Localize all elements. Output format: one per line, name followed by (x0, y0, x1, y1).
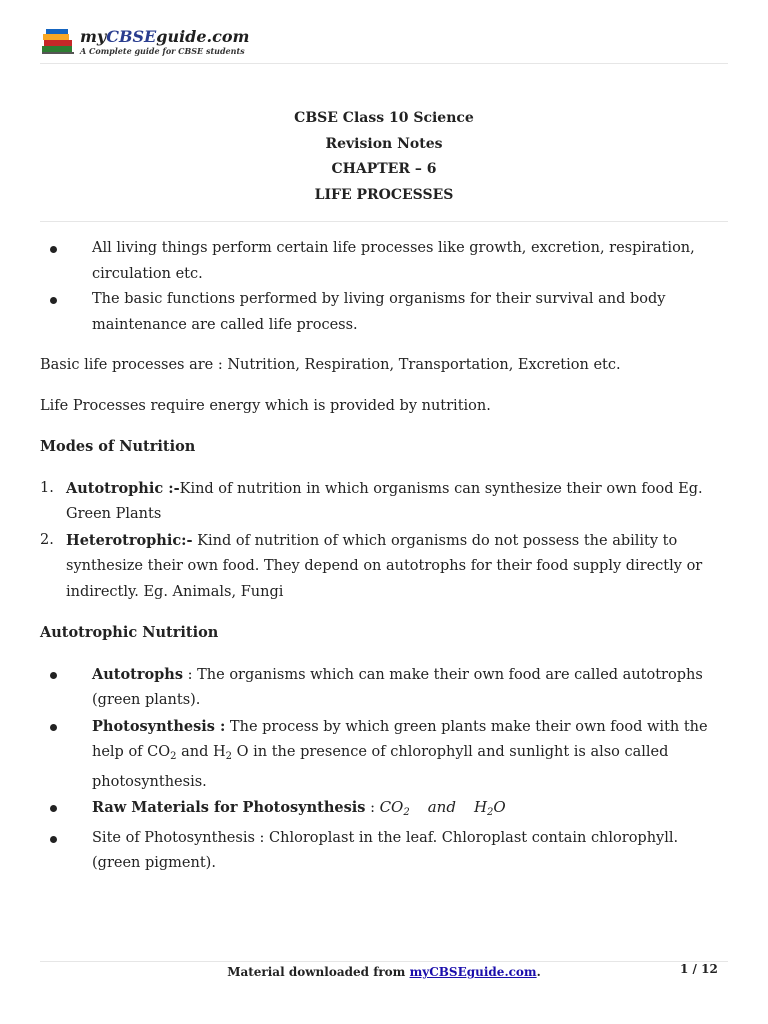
title-divider (40, 221, 728, 222)
footer-link[interactable]: myCBSEguide.com (409, 965, 537, 979)
intro-bullet-list (40, 236, 730, 338)
autotrophic-bullet-list (40, 662, 730, 877)
list-item (92, 795, 730, 826)
energy-text: Life Processes require energy which is provided by nutrition. (40, 397, 491, 414)
modes-list (40, 476, 730, 606)
term-label: Autotrophic :- (66, 479, 180, 497)
footer-suffix: . (536, 965, 541, 979)
list-number: 1. (40, 479, 54, 496)
notes-content (40, 236, 730, 877)
term-label: Heterotrophic:- (66, 531, 193, 549)
term-definition: Kind of nutrition in which organisms can synthesize their own food Eg. Green Plants (66, 480, 703, 522)
term-label: Raw Materials for Photosynthesis (92, 799, 366, 816)
list-item (92, 662, 730, 714)
footer-prefix: Material downloaded from (227, 965, 410, 979)
logo-tagline: A Complete guide for CBSE students (80, 46, 245, 56)
document-title (0, 106, 768, 208)
list-item (40, 528, 730, 606)
logo-brand-text: myCBSEguide.com (80, 27, 250, 46)
footer (0, 964, 768, 980)
term-definition: The process by which green plants make their own food with the help of CO (92, 718, 708, 760)
raw-materials-formula: $CO_2$ and $H_2O$ (379, 798, 506, 818)
term-definition: and H (176, 744, 226, 760)
basic-processes-text: Basic life processes are : Nutrition, Respiration, Transportation, Excretion etc. (40, 357, 621, 373)
footer-divider (40, 961, 728, 962)
separator: : (365, 800, 380, 816)
page-number: 1 / 12 (680, 962, 718, 976)
books-logo-icon (40, 26, 76, 58)
term-definition: O in the presence of chlorophyll and sunlight is also called photosynthesis. (92, 744, 669, 790)
list-item: All living things perform certain life processes like growth, excretion, respiration, circulation etc. (92, 236, 730, 287)
site-logo[interactable] (40, 26, 249, 58)
subscript: 2 (170, 751, 177, 762)
term-label: Autotrophs (92, 665, 184, 683)
title-line-3: CHAPTER – 6 (331, 161, 437, 177)
term-definition: : The organisms which can make their own food are called autotrophs (green plants). (92, 666, 703, 708)
header (40, 24, 728, 64)
list-number: 2. (40, 531, 54, 548)
modes-heading: Modes of Nutrition (40, 438, 196, 455)
title-line-4: LIFE PROCESSES (314, 186, 454, 203)
list-item (92, 714, 730, 796)
subscript: 2 (225, 751, 233, 762)
list-item: The basic functions performed by living organisms for their survival and body maintenance are called life process. (92, 287, 730, 338)
term-definition: Kind of nutrition of which organisms do not possess the ability to synthesize their own food. They depend on autotrophs for their food supply directly or indirectly. Eg. Animals, Fungi (66, 532, 703, 600)
autotrophic-heading: Autotrophic Nutrition (40, 624, 219, 641)
title-line-2: Revision Notes (325, 135, 443, 152)
title-line-1: CBSE Class 10 Science (294, 110, 474, 126)
header-divider (40, 63, 728, 64)
list-item (40, 476, 730, 528)
list-item: Site of Photosynthesis : Chloroplast in the leaf. Chloroplast contain chlorophyll. (green pigment). (92, 826, 730, 877)
term-label: Photosynthesis : (92, 717, 226, 735)
